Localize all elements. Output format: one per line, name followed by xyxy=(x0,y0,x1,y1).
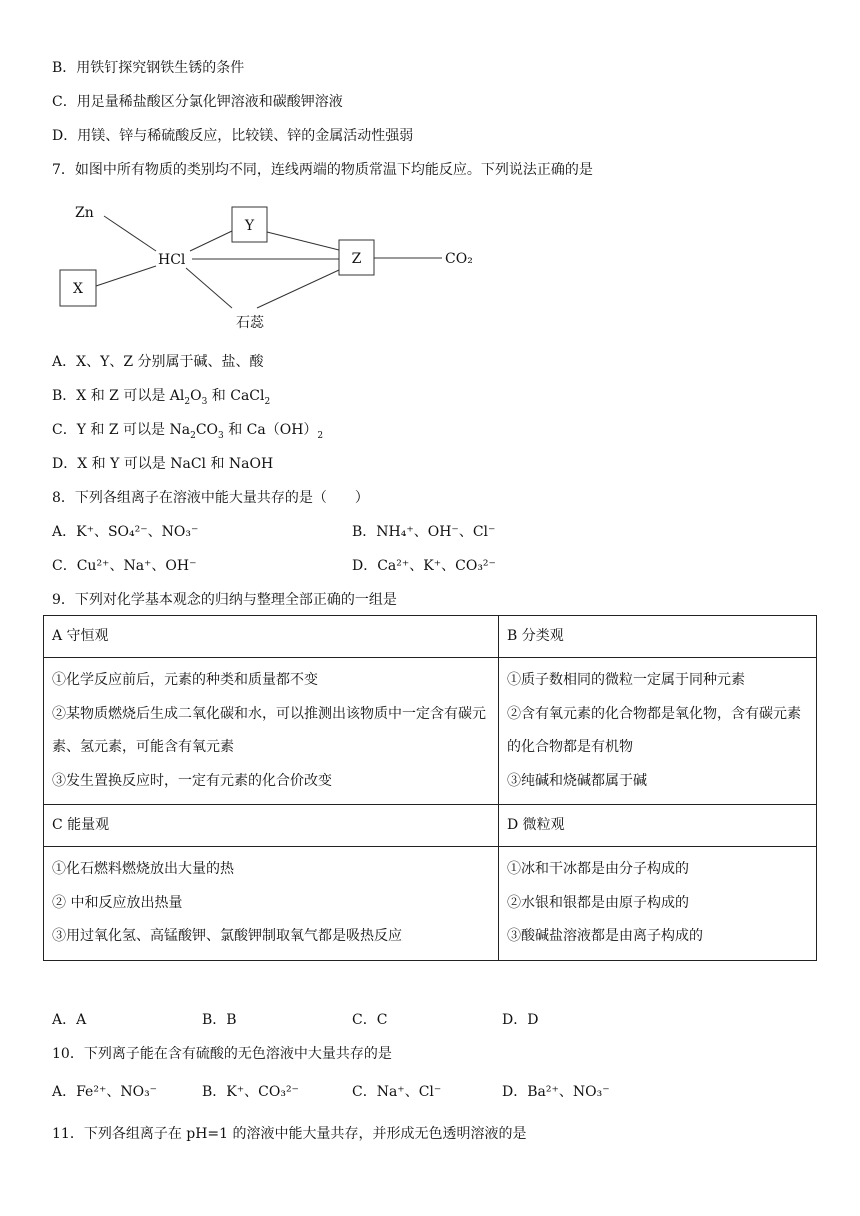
a-item-3: ③发生置换反应时，一定有元素的化合价改变 xyxy=(52,772,332,789)
hcl-litmus-link xyxy=(186,268,232,308)
q6-option-c: C．用足量稀盐酸区分氯化钾溶液和碳酸钾溶液 xyxy=(52,94,343,110)
litmus-z-link xyxy=(257,270,339,308)
q9-option-b: B．B xyxy=(202,1012,237,1028)
node-z: Z xyxy=(351,251,362,267)
q6-option-d: D．用镁、锌与稀硫酸反应，比较镁、锌的金属活动性强弱 xyxy=(52,128,414,144)
b-item-2: ②含有氧元素的化合物都是氧化物，含有碳元素的化合物都是有机物 xyxy=(507,705,801,755)
q7-option-d: D．X 和 Y 可以是 NaCl 和 NaOH xyxy=(52,456,274,472)
q9-option-d: D．D xyxy=(502,1012,539,1028)
q7-option-c: C．Y 和 Z 可以是 $Na_2CO_3$ 和 $Ca(OH)_2$ xyxy=(52,422,324,441)
b-item-3: ③纯碱和烧碱都属于碱 xyxy=(507,772,647,789)
y-z-link xyxy=(267,232,339,250)
d-item-3: ③酸碱盐溶液都是由离子构成的 xyxy=(507,928,703,944)
q8-stem: 8．下列各组离子在溶液中能大量共存的是（ ） xyxy=(52,490,369,506)
q10-option-c: C．Na⁺、Cl⁻ xyxy=(352,1084,442,1100)
q8-option-c: C．Cu²⁺、Na⁺、OH⁻ xyxy=(52,558,197,574)
cell-b-body xyxy=(499,658,817,805)
a-item-1: ①化学反应前后，元素的种类和质量都不变 xyxy=(52,672,318,688)
q8-option-a: A．K⁺、SO₄²⁻、NO₃⁻ xyxy=(52,524,199,540)
cell-a-body xyxy=(44,658,499,805)
q7-stem: 7．如图中所有物质的类别均不同，连线两端的物质常温下均能反应。下列说法正确的是 xyxy=(52,162,593,178)
b-item-1: ①质子数相同的微粒一定属于同种元素 xyxy=(507,672,745,688)
d-item-2: ②水银和银都是由原子构成的 xyxy=(507,894,689,911)
a-item-2: ②某物质燃烧后生成二氧化碳和水，可以推测出该物质中一定含有碳元素、氢元素，可能含有氧元素 xyxy=(52,705,486,755)
c-item-2: ② 中和反应放出热量 xyxy=(52,894,183,911)
hcl-y-link xyxy=(190,231,232,251)
q9-concept-table xyxy=(43,615,817,961)
node-x: X xyxy=(73,281,83,297)
q10-option-d: D．Ba²⁺、NO₃⁻ xyxy=(502,1084,610,1100)
c-item-3: ③用过氧化氢、高锰酸钾、氯酸钾制取氧气都是吸热反应 xyxy=(52,928,402,944)
q6-option-b: B．用铁钉探究钢铁生锈的条件 xyxy=(52,60,245,76)
cell-d-body xyxy=(499,847,817,961)
q9-stem: 9．下列对化学基本观念的归纳与整理全部正确的一组是 xyxy=(52,592,397,608)
q9-option-a: A．A xyxy=(52,1012,87,1028)
node-zn: Zn xyxy=(75,205,94,221)
q9-option-c: C．C xyxy=(352,1012,388,1028)
q7-option-a: A．X、Y、Z 分别属于碱、盐、酸 xyxy=(52,354,264,370)
q10-option-b: B．K⁺、CO₃²⁻ xyxy=(202,1084,299,1100)
node-hcl: HCl xyxy=(158,252,186,268)
node-co2: CO₂ xyxy=(445,251,473,267)
q11-stem: 11．下列各组离子在 pH=1 的溶液中能大量共存，并形成无色透明溶液的是 xyxy=(52,1126,527,1142)
cell-c-head: C 能量观 xyxy=(44,805,499,847)
cell-a-head: A 守恒观 xyxy=(44,616,499,658)
c-item-1: ①化石燃料燃烧放出大量的热 xyxy=(52,861,234,877)
cell-d-head: D 微粒观 xyxy=(499,805,817,847)
zn-hcl-link xyxy=(104,216,156,251)
q10-option-a: A．Fe²⁺、NO₃⁻ xyxy=(52,1084,158,1100)
node-y: Y xyxy=(244,218,255,234)
node-litmus: 石蕊 xyxy=(236,315,264,331)
cell-c-body xyxy=(44,847,499,961)
q10-stem: 10．下列离子能在含有硫酸的无色溶液中大量共存的是 xyxy=(52,1046,392,1062)
q7-reaction-diagram xyxy=(52,196,492,336)
cell-b-head: B 分类观 xyxy=(499,616,817,658)
x-hcl-link xyxy=(96,266,156,286)
q8-option-b: B．NH₄⁺、OH⁻、Cl⁻ xyxy=(352,524,496,540)
d-item-1: ①冰和干冰都是由分子构成的 xyxy=(507,861,689,877)
q7-option-b: B．X 和 Z 可以是 $Al_2O_3$ 和 CaCl$_2$ xyxy=(52,388,271,407)
q8-option-d: D．Ca²⁺、K⁺、CO₃²⁻ xyxy=(352,558,496,574)
